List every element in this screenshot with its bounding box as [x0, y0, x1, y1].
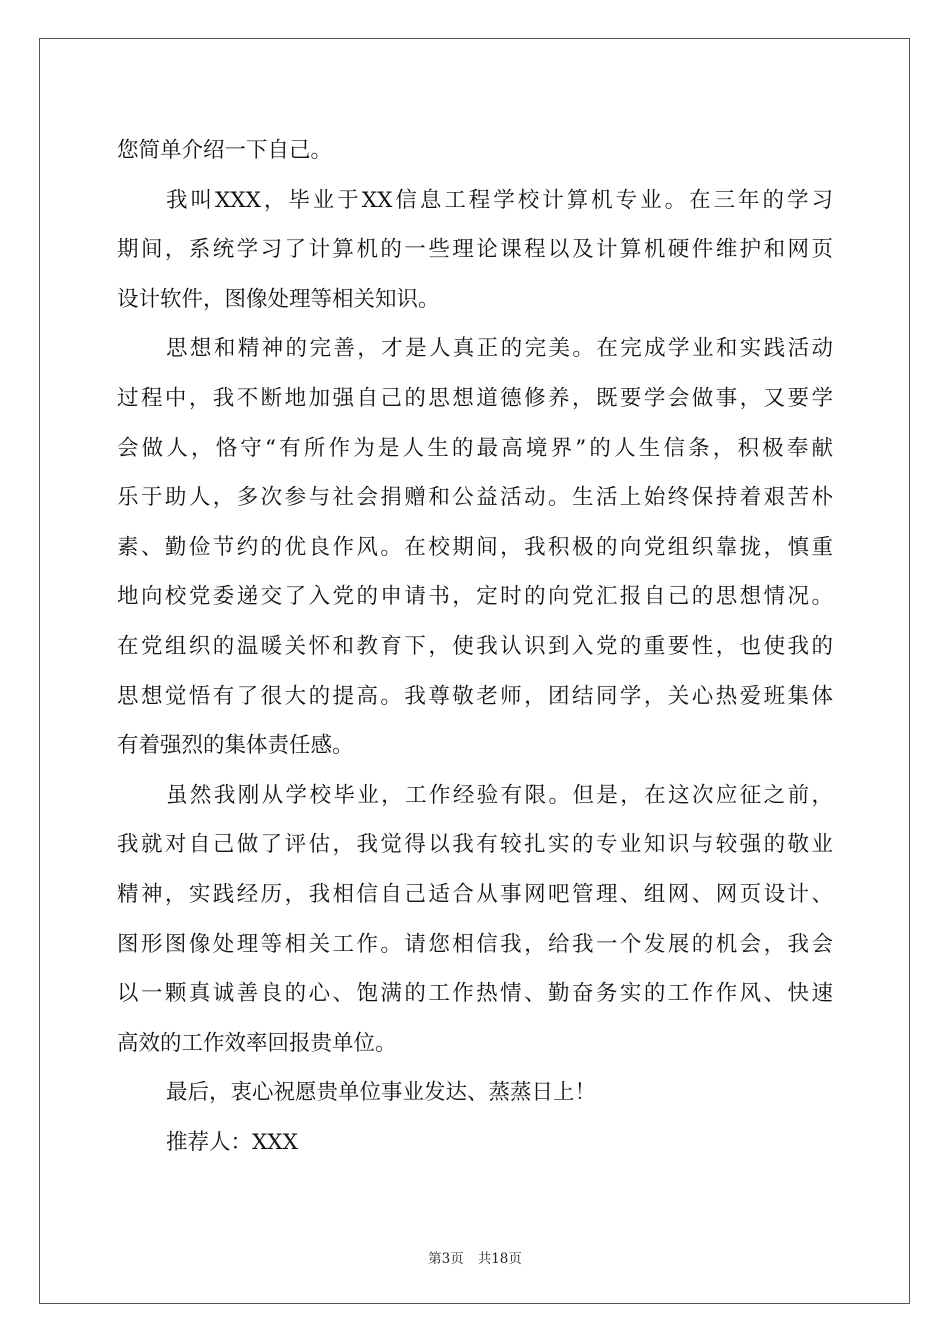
text-line: 我叫XXX，毕业于XX信息工程学校计算机专业。在三年的学习 — [166, 187, 833, 213]
document-body — [117, 126, 833, 1167]
page-total: 共18页 — [477, 1251, 522, 1267]
text-line: 会做人，恪守“有所作为是人生的最高境界”的人生信条，积极奉献 — [117, 435, 833, 461]
text-line: 素、勤俭节约的优良作风。在校期间，我积极的向党组织靠拢，慎重 — [117, 534, 833, 560]
page-number: 第3页 — [428, 1251, 464, 1267]
text-line: 图形图像处理等相关工作。请您相信我，给我一个发展的机会，我会 — [117, 931, 833, 957]
text-line: 思想觉悟有了很大的提高。我尊敬老师，团结同学，关心热爱班集体 — [117, 683, 833, 709]
text-line: 以一颗真诚善良的心、饱满的工作热情、勤奋务实的工作作风、快速 — [117, 981, 833, 1007]
page-footer — [0, 1247, 950, 1267]
text-line: 乐于助人，多次参与社会捐赠和公益活动。生活上始终保持着艰苦朴 — [117, 485, 833, 511]
text-line: 虽然我刚从学校毕业，工作经验有限。但是，在这次应征之前， — [166, 782, 833, 808]
text-line: 精神，实践经历，我相信自己适合从事网吧管理、组网、网页设计、 — [117, 881, 833, 907]
text-line: 期间，系统学习了计算机的一些理论课程以及计算机硬件维护和网页 — [117, 237, 833, 263]
text-line: 您简单介绍一下自己。 — [117, 138, 333, 163]
closing-wish: 最后，衷心祝愿贵单位事业发达、蒸蒸日上！ — [166, 1080, 597, 1106]
text-line: 高效的工作效率回报贵单位。 — [117, 1030, 397, 1056]
text-line: 地向校党委递交了入党的申请书，定时的向党汇报自己的思想情况。 — [117, 584, 833, 610]
text-line: 过程中，我不断地加强自己的思想道德修养，既要学会做事，又要学 — [117, 385, 833, 411]
text-line: 在党组织的温暖关怀和教育下，使我认识到入党的重要性，也使我的 — [117, 633, 833, 659]
recommender-signature: 推荐人：XXX — [166, 1129, 298, 1155]
text-line: 我就对自己做了评估，我觉得以我有较扎实的专业知识与较强的敬业 — [117, 832, 833, 858]
text-line: 思想和精神的完善，才是人真正的完美。在完成学业和实践活动 — [166, 336, 833, 362]
text-line: 有着强烈的集体责任感。 — [117, 733, 354, 759]
text-line: 设计软件，图像处理等相关知识。 — [117, 286, 440, 312]
